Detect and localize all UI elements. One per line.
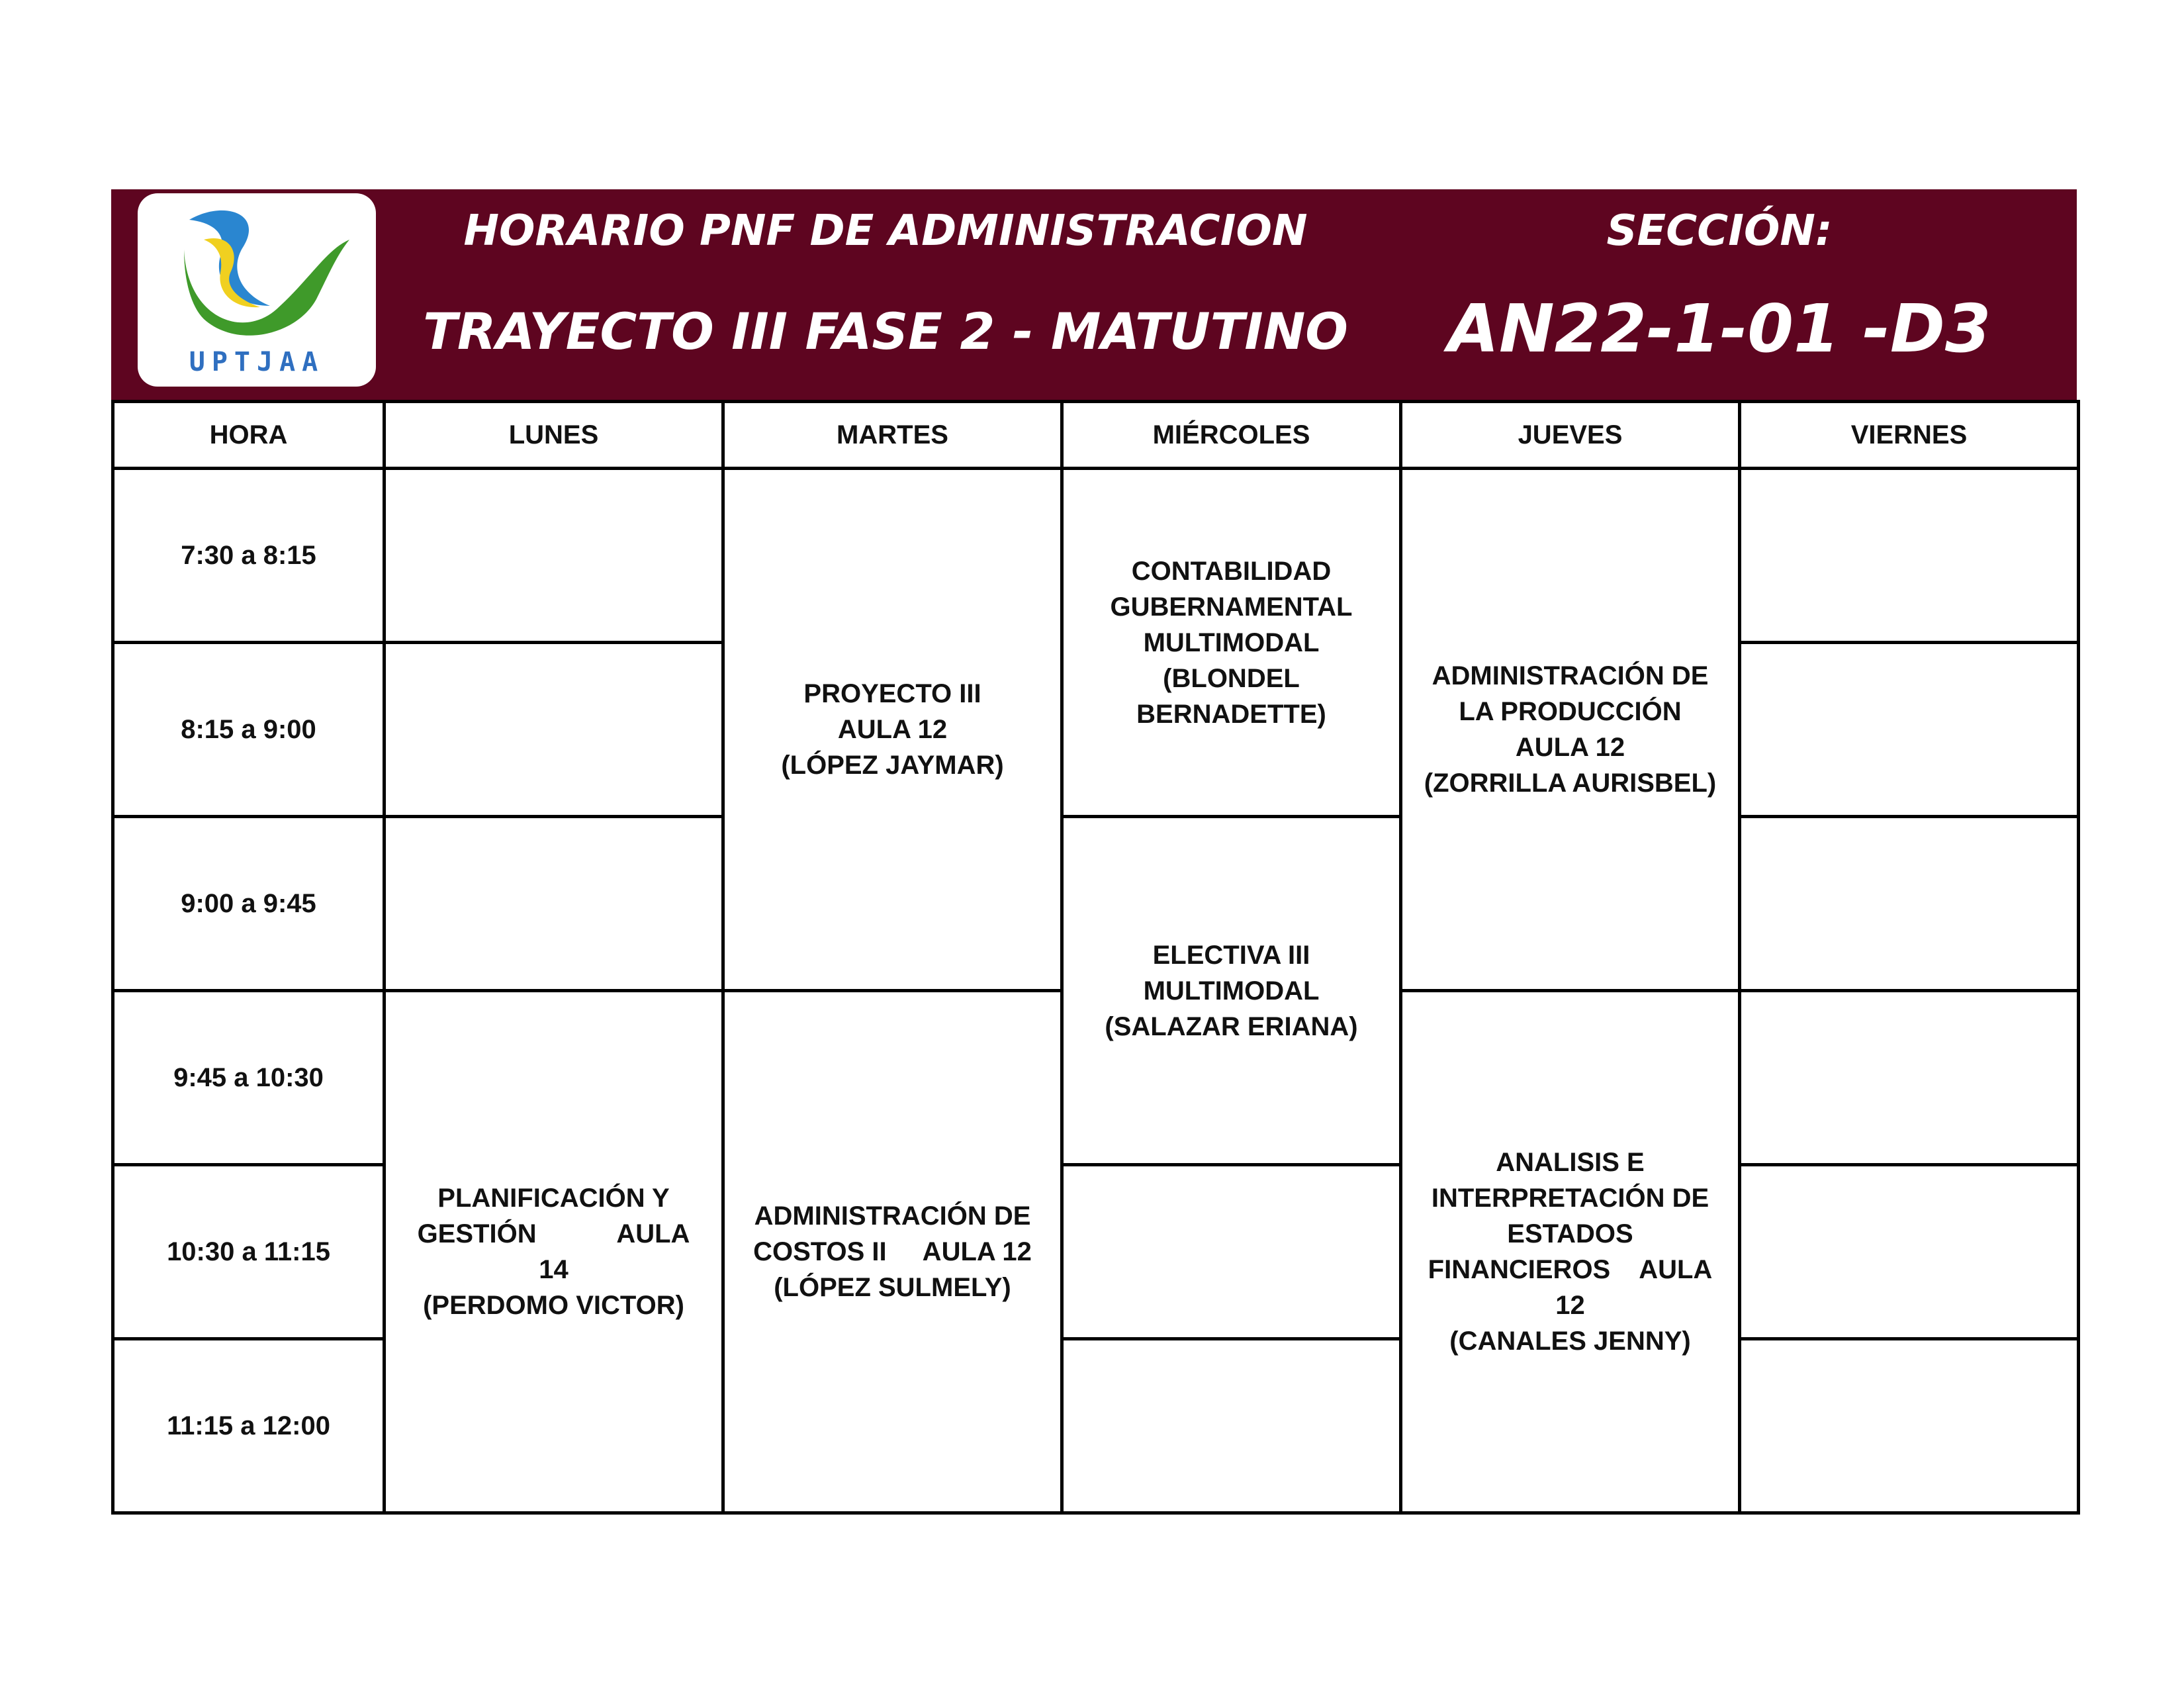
- empty-cell: [1740, 1165, 2079, 1339]
- column-header-lunes: LUNES: [385, 402, 723, 469]
- hour-cell: 9:45 a 10:30: [113, 991, 385, 1165]
- schedule-subtitle: TRAYECTO III FASE 2 - MATUTINO: [423, 302, 1348, 361]
- empty-cell: [385, 817, 723, 991]
- empty-cell: [1740, 469, 2079, 643]
- empty-cell: [1062, 1165, 1401, 1339]
- class-cell-contabilidad-gubernamental: CONTABILIDAD GUBERNAMENTAL MULTIMODAL (BLONDEL BERNADETTE): [1062, 469, 1401, 817]
- column-header-viernes: VIERNES: [1740, 402, 2079, 469]
- class-cell-electiva-iii: ELECTIVA III MULTIMODAL (SALAZAR ERIANA): [1062, 817, 1401, 1165]
- column-header-miercoles: MIÉRCOLES: [1062, 402, 1401, 469]
- column-header-martes: MARTES: [723, 402, 1062, 469]
- empty-cell: [1740, 643, 2079, 817]
- hour-cell: 11:15 a 12:00: [113, 1339, 385, 1513]
- hour-cell: 10:30 a 11:15: [113, 1165, 385, 1339]
- class-cell-analisis-estados-financieros: ANALISIS E INTERPRETACIÓN DE ESTADOS FINANCIEROS AULA 12 (CANALES JENNY): [1401, 991, 1740, 1513]
- header-row: [113, 402, 2079, 469]
- empty-cell: [385, 643, 723, 817]
- schedule-title: HORARIO PNF DE ADMINISTRACION: [463, 207, 1308, 256]
- uptjaa-logo: [138, 193, 376, 387]
- section-label: SECCIÓN:: [1606, 207, 1833, 256]
- empty-cell: [1062, 1339, 1401, 1513]
- class-cell-administracion-costos: ADMINISTRACIÓN DE COSTOS II AULA 12 (LÓPEZ SULMELY): [723, 991, 1062, 1513]
- hour-cell: 9:00 a 9:45: [113, 817, 385, 991]
- hour-cell: 7:30 a 8:15: [113, 469, 385, 643]
- hour-cell: 8:15 a 9:00: [113, 643, 385, 817]
- column-header-hora: HORA: [113, 402, 385, 469]
- schedule-header: [111, 189, 2077, 400]
- empty-cell: [1740, 991, 2079, 1165]
- column-header-jueves: JUEVES: [1401, 402, 1740, 469]
- logo-text: UPTJAA: [189, 347, 325, 377]
- empty-cell: [385, 469, 723, 643]
- empty-cell: [1740, 1339, 2079, 1513]
- table-row: [113, 469, 2079, 643]
- class-cell-administracion-produccion: ADMINISTRACIÓN DE LA PRODUCCIÓN AULA 12 (ZORRILLA AURISBEL): [1401, 469, 1740, 991]
- section-code: AN22-1-01 -D3: [1447, 290, 1991, 367]
- schedule-table: [111, 400, 2080, 1515]
- empty-cell: [1740, 817, 2079, 991]
- class-cell-proyecto-iii: PROYECTO III AULA 12 (LÓPEZ JAYMAR): [723, 469, 1062, 991]
- table-row: [113, 817, 2079, 991]
- class-cell-planificacion-gestion: PLANIFICACIÓN Y GESTIÓN AULA 14 (PERDOMO VICTOR): [385, 991, 723, 1513]
